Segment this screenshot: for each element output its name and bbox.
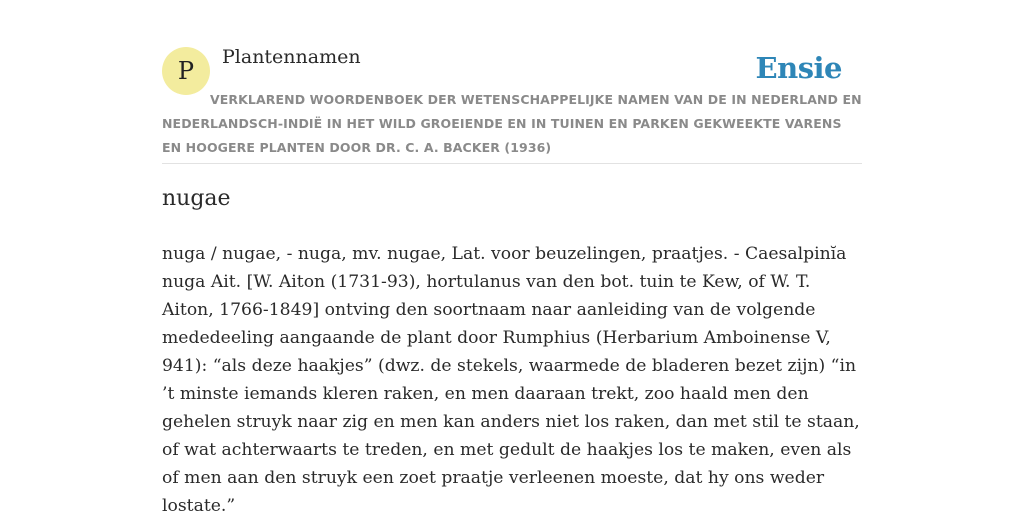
dictionary-title-link[interactable]: Plantennamen (222, 46, 361, 68)
entry-definition: nuga / nugae, - nuga, mv. nugae, Lat. voor beuzelingen, praatjes. - Caesalpinĭa nuga Ait. [W. Aiton (1731-93), hortulanus van den bot. tuin te Kew, of W. T. Aiton, 1766-1849] ontving den soortnaam naar aanleiding van de volgende mededeeling aangaande de plant door Rumphius (Herbarium Amboinense V, 941): “als deze haakjes” (dwz. de stekels, waarmede de bladeren bezet zijn) “in ’t minste iemands kleren raken, en men daaraan trekt, zoo haald men den gehelen struyk naar zig en men kan anders niet los raken, dan met stil te staan, of wat achterwaarts te treden, en met gedult de haakjes los te maken, even als of men aan den struyk een zoet praatje verleenen moeste, dat hy ons weder lostate.” (162, 244, 860, 516)
dictionary-subtitle: VERKLAREND WOORDENBOEK DER WETENSCHAPPELIJKE NAMEN VAN DE IN NEDERLAND EN NEDERLANDSCH-INDIË IN HET WILD GROEIENDE EN IN TUINEN EN PARKEN GEKWEEKTE VARENS EN HOOGERE PLANTEN DOOR DR. C. A. BACKER (1936) (162, 92, 862, 155)
header-divider (162, 163, 862, 164)
ensie-brand-link[interactable]: Ensie (755, 51, 842, 85)
logo-letter: P (177, 57, 195, 85)
entry-term: nugae (162, 186, 231, 211)
